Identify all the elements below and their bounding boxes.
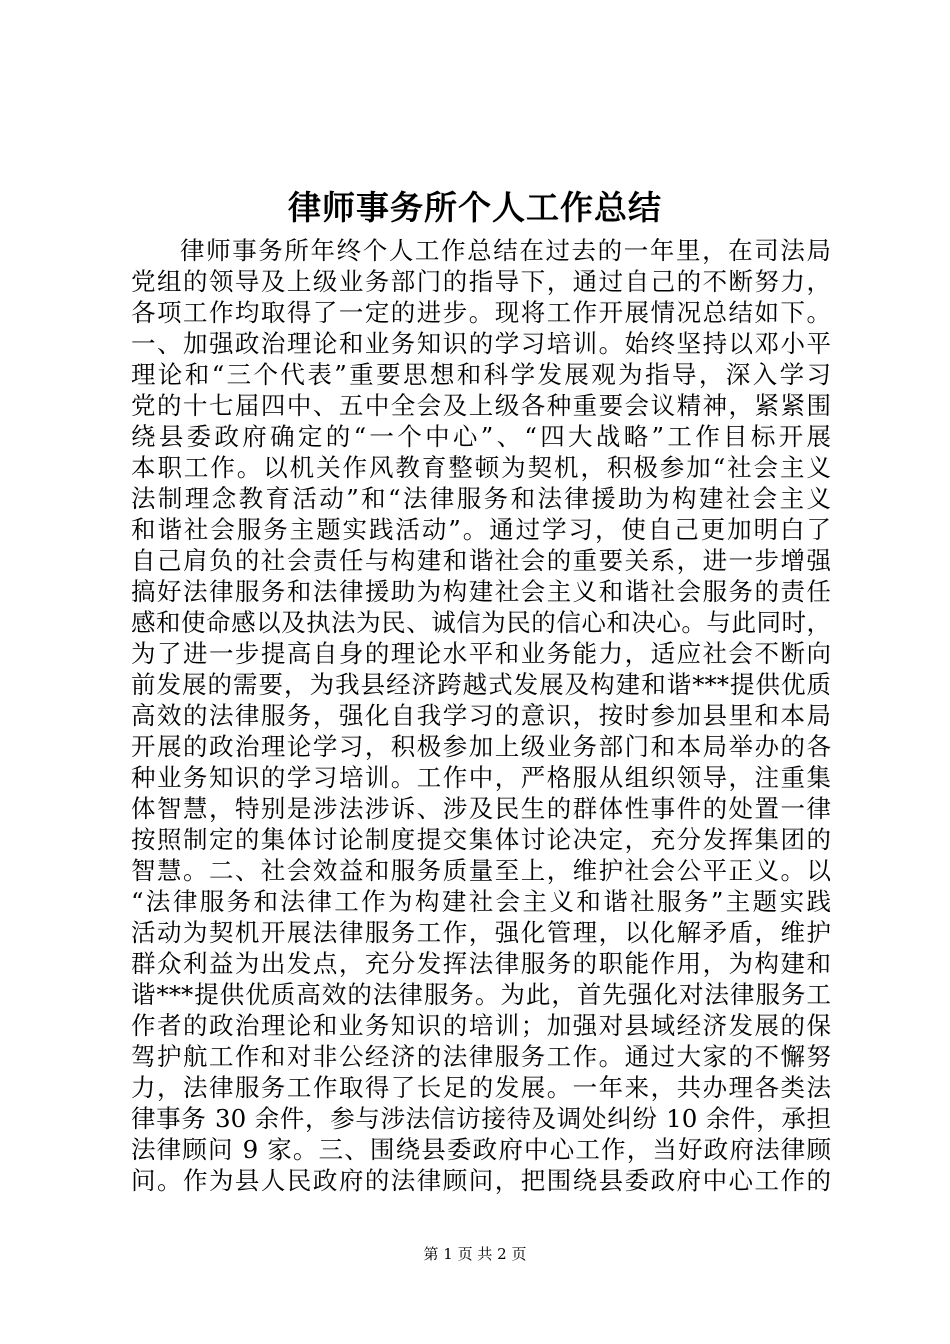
body-line: 开展的政治理论学习，积极参加上级业务部门和本局举办的各	[131, 732, 831, 761]
body-line: 高效的法律服务，强化自我学习的意识，按时参加县里和本局	[131, 701, 831, 730]
body-line: 感和使命感以及执法为民、诚信为民的信心和决心。与此同时，	[131, 608, 831, 637]
document-body	[131, 235, 831, 1196]
body-line: 党组的领导及上级业务部门的指导下，通过自己的不断努力，	[131, 267, 831, 296]
body-line: 理论和“三个代表”重要思想和科学发展观为指导，深入学习	[131, 360, 831, 389]
page-number: 第 1 页 共 2 页	[423, 1245, 527, 1263]
body-line: 作者的政治理论和业务知识的培训；加强对县域经济发展的保	[131, 1011, 831, 1040]
body-line: 本职工作。以机关作风教育整顿为契机，积极参加“社会主义	[131, 453, 831, 482]
body-line: 和谐社会服务主题实践活动”。通过学习，使自己更加明白了	[131, 515, 831, 544]
body-line: 活动为契机开展法律服务工作，强化管理，以化解矛盾，维护	[131, 918, 831, 947]
body-line: 法律顾问 9 家。三、围绕县委政府中心工作，当好政府法律顾	[131, 1135, 831, 1164]
body-line: 体智慧，特别是涉法涉诉、涉及民生的群体性事件的处置一律	[131, 794, 831, 823]
document-title: 律师事务所个人工作总结	[288, 188, 662, 227]
body-line: 力，法律服务工作取得了长足的发展。一年来，共办理各类法	[131, 1073, 831, 1102]
body-line: 各项工作均取得了一定的进步。现将工作开展情况总结如下。	[131, 298, 831, 327]
body-line: 种业务知识的学习培训。工作中，严格服从组织领导，注重集	[131, 763, 831, 792]
body-line: 一、加强政治理论和业务知识的学习培训。始终坚持以邓小平	[131, 329, 831, 358]
body-line: “法律服务和法律工作为构建社会主义和谐社服务”主题实践	[131, 887, 831, 916]
body-line: 自己肩负的社会责任与构建和谐社会的重要关系，进一步增强	[131, 546, 831, 575]
page-footer	[0, 1244, 950, 1264]
body-line: 律事务 30 余件，参与涉法信访接待及调处纠纷 10 余件，承担	[131, 1104, 831, 1133]
body-line: 谐***提供优质高效的法律服务。为此，首先强化对法律服务工	[131, 980, 831, 1009]
body-line: 法制理念教育活动”和“法律服务和法律援助为构建社会主义	[131, 484, 831, 513]
body-line: 智慧。二、社会效益和服务质量至上，维护社会公平正义。以	[131, 856, 831, 885]
body-line: 为了进一步提高自身的理论水平和业务能力，适应社会不断向	[131, 639, 831, 668]
body-line: 前发展的需要，为我县经济跨越式发展及构建和谐***提供优质	[131, 670, 831, 699]
body-line: 党的十七届四中、五中全会及上级各种重要会议精神，紧紧围	[131, 391, 831, 420]
body-line: 绕县委政府确定的“一个中心”、“四大战略”工作目标开展	[131, 422, 831, 451]
body-line: 搞好法律服务和法律援助为构建社会主义和谐社会服务的责任	[131, 577, 831, 606]
body-line: 群众利益为出发点，充分发挥法律服务的职能作用，为构建和	[131, 949, 831, 978]
body-line: 律师事务所年终个人工作总结在过去的一年里，在司法局	[180, 236, 831, 265]
body-line: 按照制定的集体讨论制度提交集体讨论决定，充分发挥集团的	[131, 825, 831, 854]
body-line: 问。作为县人民政府的法律顾问，把围绕县委政府中心工作的	[131, 1166, 831, 1195]
body-line: 驾护航工作和对非公经济的法律服务工作。通过大家的不懈努	[131, 1042, 831, 1071]
